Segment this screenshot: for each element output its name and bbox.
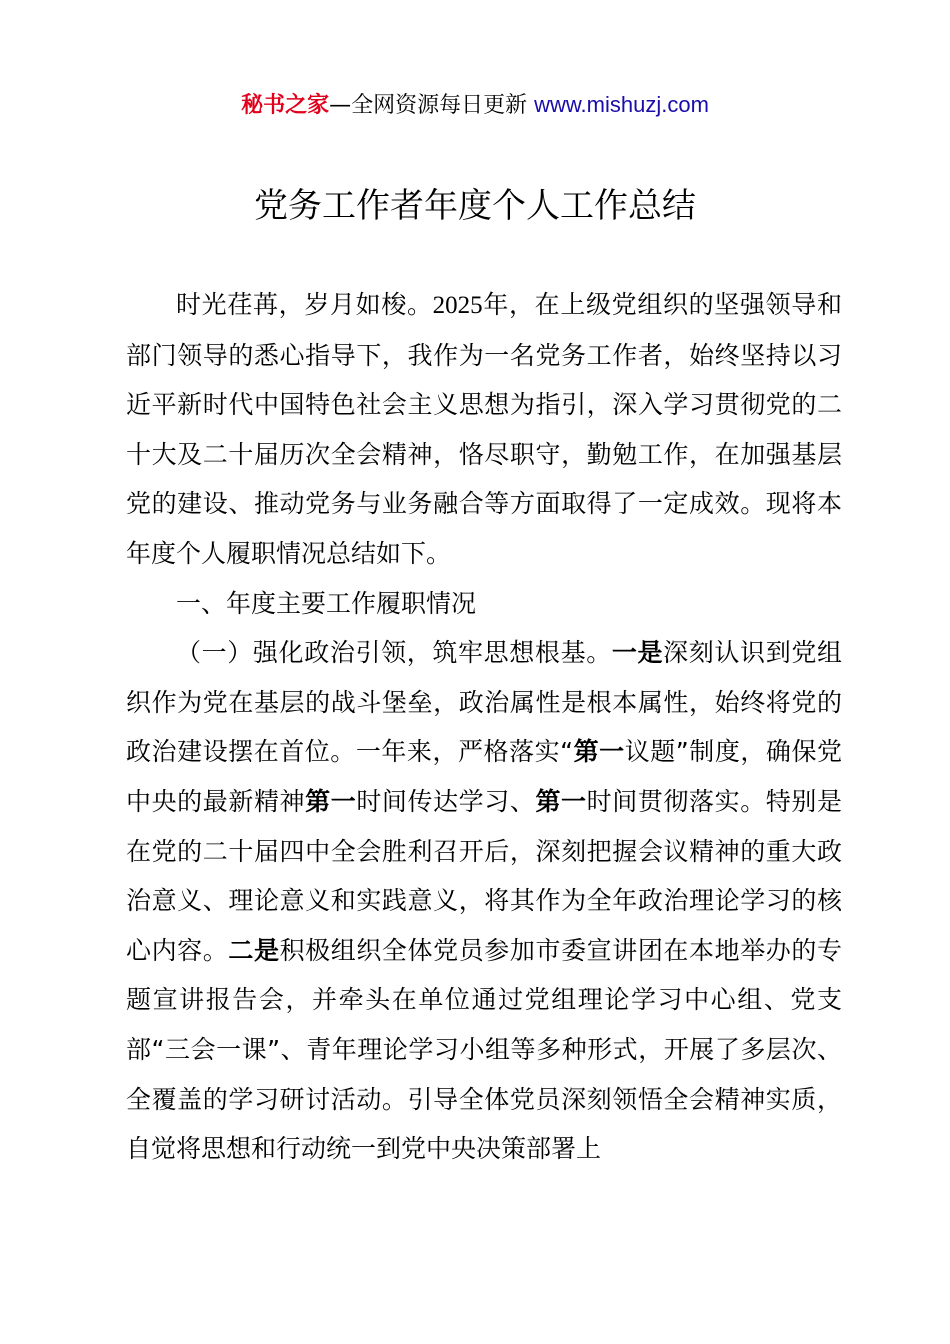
intro-year: 2025 <box>432 292 483 319</box>
subsection-text-3: 时间传达学习、 <box>356 786 536 816</box>
intro-text-1: 时光荏苒，岁月如梭。 <box>176 290 433 319</box>
intro-paragraph <box>126 280 842 579</box>
subsection-text-4: 时间贯彻落实。特别是在党的二十届四中全会胜利召开后，深刻把握会议精神的重大政治意义、理论意义和实践意义，将其作为全年政治理论学习的核心内容。 <box>126 786 842 965</box>
subsection-text-1: 深刻认识到党组织作为党在基层的战斗堡垒，政治属性是根本属性，始终将党的政治建设摆在首位。一年来，严格落实“ <box>126 638 842 767</box>
site-header <box>0 88 950 123</box>
site-url-link[interactable]: www.mishuzj.com <box>534 92 709 117</box>
intro-text-2: 年，在上级党组织的坚强领导和部门领导的悉心指导下，我作为一名党务工作者，始终坚持以习近平新时代中国特色社会主义思想为指引，深入学习贯彻党的二十大及二十届历次全会精神，恪尽职守，勤勉工作，在加强基层党的建设、推动党务与业务融合等方面取得了一定成效。现将本年度个人履职情况总结如下。 <box>126 290 842 568</box>
bold-point-two: 二是 <box>228 935 280 965</box>
bold-first-2: 第一 <box>305 786 357 816</box>
subsection-heading: （一）强化政治引领，筑牢思想根基。 <box>176 638 612 668</box>
header-tagline: —全网资源每日更新 <box>329 93 535 118</box>
bold-first-3: 第一 <box>535 786 587 816</box>
subsection-text-5: 积极组织全体党员参加市委宣讲团在本地举办的专题宣讲报告会，并牵头在单位通过党组理论学习中心组、党支部“三会一课”、青年理论学习小组等多种形式，开展了多层次、全覆盖的学习研讨活动。引导全体党员深刻领悟全会精神实质，自觉将思想和行动统一到党中央决策部署上 <box>126 935 842 1164</box>
subsection-paragraph <box>126 628 842 1174</box>
brand-name: 秘书之家 <box>241 93 330 118</box>
section-heading: 一、年度主要工作履职情况 <box>176 588 477 618</box>
bold-point-one: 一是 <box>611 638 664 668</box>
document-title: 党务工作者年度个人工作总结 <box>254 186 696 226</box>
document-body <box>126 280 842 1174</box>
subsection-text-2: 议题”制度，确保党中央的最新精神 <box>126 737 842 816</box>
bold-first-1: 第一 <box>573 737 625 767</box>
